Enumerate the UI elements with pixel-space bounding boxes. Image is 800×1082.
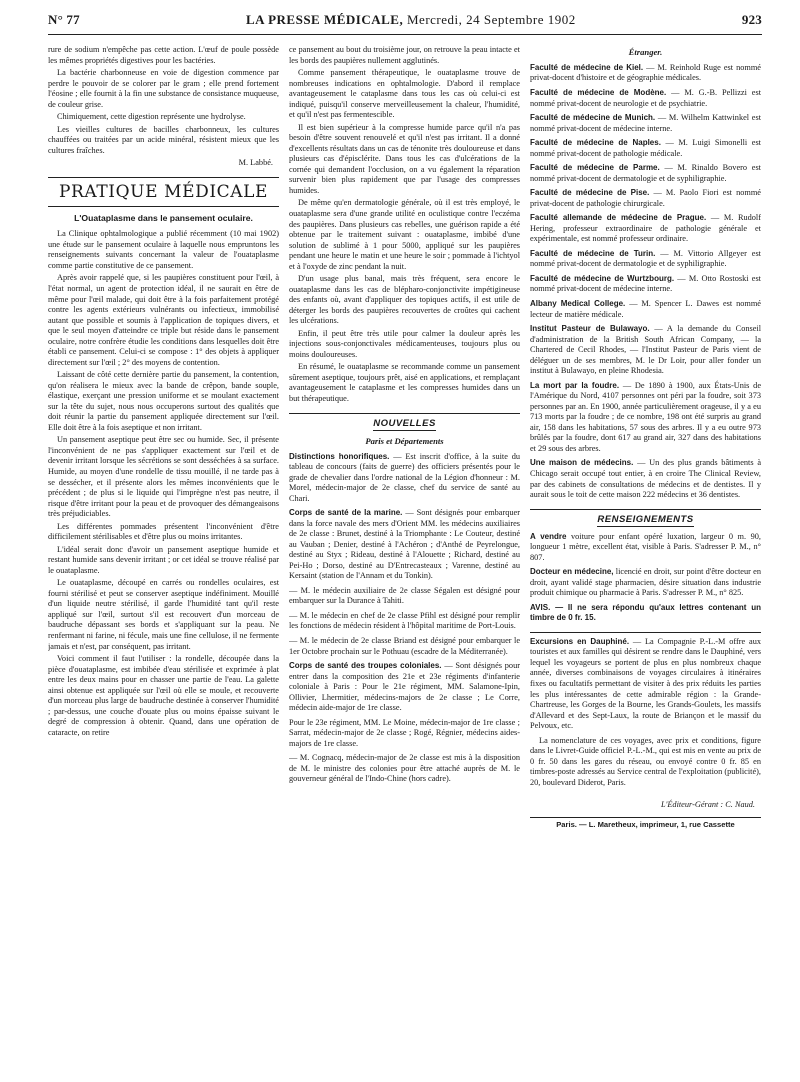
paragraph: Comme pansement thérapeutique, le ouataplasme trouve de nombreuses indications en ophtalmologie. D'abord il remplace avantageusement le cataplasme dans tous les cas où celui-ci est indiqué, puisqu'il conserve merveilleusement la chaleur, l'humidité, et qu'il n'est pas fermentescible. <box>289 68 520 120</box>
list-item <box>530 188 761 209</box>
page-header <box>48 12 762 35</box>
list-item <box>289 611 520 632</box>
signature: M. Labbé. <box>238 158 273 168</box>
divider <box>48 177 279 178</box>
excursions-entry <box>530 637 761 732</box>
divider <box>289 413 520 414</box>
paragraph: Il est bien supérieur à la compresse humide parce qu'il n'a pas besoin d'être souvent renouvelé et qu'il n'est pas irritant. Il a donné d'excellents résultats dans un cas de ténonite très douloureuse et dans plusieurs cas d'épisclérite. Dans tous les cas d'ulcérations de la cornée qui demandent l'occlusion, on a vu également la réparation survenir bien plus rapidement que par l'usage des compresses humides. <box>289 122 520 195</box>
paragraph: Après avoir rappelé que, si les paupières constituent pour l'œil, à l'état normal, un agent de protection idéal, il ne saurait en être de même pour l'œil malade, qui doit être à la fois parfaitement protégé contre les agents extérieurs vulnérants ou infectieux, immobilisé autant que possible et soumis à l'application de topiques divers, et que le seul moyen d'atteindre ce triple but réside dans le pansement oculaire, notre confrère étudie les conditions dans lesquelles doit être établi ce pansement. Celui-ci se compose : 1° des objets à appliquer directement sur l'œil ; 2° des moyens de contention. <box>48 273 279 367</box>
entry-text: — M. le médecin en chef de 2e classe Pfihl est désigné pour remplir les fonctions de médecin résident à l'hôpital maritime de Port-Louis. <box>289 610 520 631</box>
paragraph: La bactérie charbonneuse en voie de digestion commence par perdre le pouvoir de se colorer par le gram ; elle prend fortement l'éosine ; elle fournit à la fin une substance de consistance muqueuse, de couleur grise. <box>48 68 279 109</box>
entry-label: A vendre <box>530 531 567 541</box>
paragraph: Enfin, il peut être très utile pour calmer la douleur après les injections sous-conjonctivales médicamenteuses, toujours plus ou moins douloureuses. <box>289 328 520 359</box>
entry-text: — M. le médecin auxiliaire de 2e classe Ségalen est désigné pour embarquer sur la Durance à Tahiti. <box>289 585 520 606</box>
list-item <box>530 458 761 500</box>
list-item <box>530 63 761 84</box>
column-3 <box>530 45 761 1075</box>
divider <box>530 632 761 633</box>
list-item <box>289 452 520 505</box>
list-item <box>530 113 761 134</box>
entry-text: licencié en droit, sur point d'être docteur en droit, ayant validé stage pharmacien, désire situation dans industrie produit chimique ou pharmacie à Paris. S'adresser P. M., n° 825. <box>530 567 761 598</box>
entry-label: Faculté de médecine de Munich. <box>530 113 656 123</box>
nouvelles-heading-text: NOUVELLES <box>373 417 436 429</box>
entry-label: Faculté de médecine de Kiel. <box>530 62 644 72</box>
paragraph: Un pansement aseptique peut être sec ou humide. Sec, il présente l'inconvénient de ne pas s'appliquer exactement sur l'œil et de devenir irritant lorsque les sécrétions se sont desséchées à sa surface. Humide, au moyen d'une rondelle de tissu mouillé, il ne tarde pas à se dessécher, et il présente alors les mêmes inconvénients que le précédent ; de plus si le liquide qui l'imprègne n'est pas neutre, il risque d'être irritant pour la peau et de provoquer des démangeaisons très préjudiciables. <box>48 435 279 519</box>
list-item <box>289 636 520 657</box>
renseignements-heading <box>530 514 761 526</box>
list-item <box>289 661 520 714</box>
entry-label: Faculté de médecine de Pise. <box>530 188 650 198</box>
page-number-left: N° 77 <box>48 12 80 27</box>
entry-text: — M. Paolo Fiori est nommé privat-docent de pathologie chirurgicale. <box>530 188 761 208</box>
list-item <box>530 532 761 564</box>
list-item <box>289 586 520 607</box>
entry-text: — La Compagnie P.-L.-M offre aux touristes et aux familles qui désirent se rendre dans le Dauphiné, vers lequel les voyageurs se portent de plus en plus nombreux chaque année, diverses combinaisons de voyages circulaires à itinéraires fixes ou facultatifs permettant de visiter à des prix réduits les parties les plus intéressantes de cette admirable région : la Grande-Chartreuse, les Gorges de la Bourne, les Grands-Goulets, les massifs d'Allevard et des Sept-Laux, la route de Briançon et le massif du Pelvoux, etc. <box>530 636 761 731</box>
entry-label: Institut Pasteur de Bulawayo. <box>530 324 650 334</box>
printer-line: Paris. — L. Maretheux, imprimeur, 1, rue Cassette <box>556 819 735 829</box>
list-item <box>289 508 520 582</box>
entry-label: Faculté de médecine de Turin. <box>530 248 656 258</box>
list-item <box>530 88 761 109</box>
paragraph: La nomenclature de ces voyages, avec prix et conditions, figure dans le Livret-Guide officiel P.-L.-M., qui est mis en vente au prix de 0 fr. 50 dans les gares du réseau, ou envoyé contre 0 fr. 85 en timbres-poste adressés au Service central de l'exploitation (publicité), 20, boulevard Diderot, Paris. <box>530 735 761 787</box>
paragraph: Le ouataplasme, découpé en carrés ou rondelles oculaires, est fourni stérilisé et peut se conserver aseptique indéfiniment. Mouillé d'un liquide neutre stérilisé, il garde l'humidité tant qu'il reste appliqué sur l'œil, surtout s'il est recouvert d'un morceau de baudruche dépassant ses bords et s'appliquant sur la peau. Ne renfermant ni farine, ni fécule, mais une fine cellulose, il ne fermente jamais et n'est, par conséquent, pas irritant. <box>48 578 279 651</box>
list-item <box>530 567 761 599</box>
entry-text: — M. Vittorio Allgeyer est nommé privat-docent de dermatologie et de syphiligraphie. <box>530 248 761 269</box>
entry-text: — A la demande du Conseil d'administration de la British South African Company, — la Chartered de Cecil Rhodes, — l'Institut Pasteur de Paris vient de déléguer un de ses membres, M. le Dr Loir, pour aller fonder un institut à Bulawayo, en pleine Rhodesia. <box>530 324 761 376</box>
issue-date: Mercredi, 24 Septembre 1902 <box>406 12 576 27</box>
page-number-right: 923 <box>741 12 762 27</box>
divider <box>530 817 761 818</box>
entry-label: Faculté de médecine de Parme. <box>530 163 660 173</box>
entry-label: Distinctions honorifiques. <box>289 451 390 461</box>
entry-label: Excursions en Dauphiné. <box>530 636 630 646</box>
list-item <box>530 324 761 377</box>
entry-text: — M. Spencer L. Dawes est nommé lecteur de matière médicale. <box>530 299 761 319</box>
list-item <box>530 138 761 159</box>
entry-label: La mort par la foudre. <box>530 380 620 390</box>
paragraph: rure de sodium n'empêche pas cette action. L'œuf de poule possède les mêmes propriétés digestives pour les bactéries. <box>48 45 279 65</box>
entry-text: — M. Reinhold Ruge est nommé privat-docent d'histoire et de géographie médicales. <box>530 62 761 83</box>
entry-label: Faculté de médecine de Wurtzbourg. <box>530 273 675 283</box>
paragraph: L'idéal serait donc d'avoir un pansement aseptique humide et restant humide sans devenir irritant ; or cet idéal se trouve réalisé par le ouataplasme. <box>48 544 279 575</box>
list-item <box>530 163 761 184</box>
entry-text: — M. Rudolf Hering, professeur extraordinaire de pathologie générale et expérimentale, est nommé professeur ordinaire. <box>530 213 761 244</box>
entry-label: Faculté de médecine de Modène. <box>530 87 667 97</box>
nouvelles-subheading: Paris et Départements <box>365 435 444 446</box>
renseignements-list <box>530 532 761 624</box>
paragraph: Chimiquement, cette digestion représente une hydrolyse. <box>57 112 246 122</box>
etranger-list <box>530 63 761 501</box>
journal-name: LA PRESSE MÉDICALE, <box>246 12 404 27</box>
nouvelles-list <box>289 452 520 785</box>
paragraph: Voici comment il faut l'utiliser : la rondelle, découpée dans la pièce d'ouataplasme, est imbibée d'eau stérilisée et exprimée à plat entre les deux mains pour en chasser une partie de l'eau. La galette ainsi obtenue est appliquée sur l'œil où elle se moule, et recouverte d'un morceau plus large de baudruche destinée à conserver l'humidité ; par-dessus, une couche d'ouate plus ou moins épaisse suivant le degré de compression à obtenir. Quand, dans une opération de cataracte, on retire <box>48 654 279 737</box>
entry-text: — M. Cognacq, médecin-major de 2e classe est mis à la disposition de M. le ministre des colonies pour être attaché auprès de M. le gouverneur général de l'Indo-Chine (hors cadre). <box>289 753 520 784</box>
entry-text: — M. le médecin de 2e classe Briand est désigné pour embarquer le 1er Octobre prochain sur le Pothuau (escadre de la Méditerranée). <box>289 636 520 656</box>
paragraph: D'un usage plus banal, mais très fréquent, sera encore le ouataplasme dans les cas de blépharo-conjonctivite impétigineuse des enfants où, avant d'appliquer des topiques actifs, il est utile de déterger les bords des paupières recouvertes de croûtes qui cachent les ulcérations. <box>289 274 520 326</box>
entry-label: Albany Medical College. <box>530 299 626 308</box>
list-item <box>530 274 761 295</box>
entry-text: — M. Rinaldo Bovero est nommé privat-docent de dermatologie et de syphiligraphie. <box>530 163 761 183</box>
entry-text: — Sont désignés pour entrer dans la composition des 21e et 23e régiments d'infanterie coloniale à Paris : Pour le 21e régiment, MM. Salamone-Ipin, Ollivier, Lhermitier, médecins-majors de 2e classe ; Le Corre, médecin aide-major de 1re classe. <box>289 661 520 713</box>
paragraph: De même qu'en dermatologie générale, où il est très employé, le ouataplasme sera d'une grande utilité en oculistique contre l'eczéma des paupières. Dans plusieurs cas rebelles, une guérison rapide a été obtenue par le traitement suivant : ouataplasme, imbibé d'une solution de sublimé à 1 pour 5000, appliqué sur les paupières pendant une heure le matin et une heure le soir ; pommade à l'ichtyol et à l'oxyde de zinc pendant la nuit. <box>289 198 520 271</box>
entry-label: Faculté allemande de médecine de Prague. <box>530 213 707 223</box>
paragraph: Les vieilles cultures de bacilles charbonneux, les cultures chauffées ou traitées par un acide minéral, résistent mieux que les cultures fraîches. <box>48 124 279 155</box>
entry-label: Corps de santé de la marine. <box>289 508 403 518</box>
entry-text: — Est inscrit d'office, à la suite du tableau de concours (faits de guerre) des officiers présentés pour le grade de chevalier dans l'ordre national de la Légion d'honneur : M. Morel, médecin-major de 2e classe, chef du service de santé au Chari. <box>289 451 520 503</box>
list-item <box>530 381 761 455</box>
entry-label: Faculté de médecine de Naples. <box>530 138 661 148</box>
paragraph: En résumé, le ouataplasme se recommande comme un pansement sûrement aseptique, toujours prêt, aisé en applications, et remplaçant avantageusement le cataplasme et les compresses humides dans un but thérapeutique. <box>289 362 520 403</box>
entry-text: — Un des plus grands bâtiments à Chicago serait occupé tout entier, à en croire The Clinical Review, par des cabinets de consultations de médecins et de dentistes. Il y aurait sous le toit de cette maison 222 médecins et 36 dentistes. <box>530 458 761 500</box>
entry-text: — M. Otto Rostoski est nommé privat-docent de médecine interne. <box>530 273 761 294</box>
paragraph: ce pansement au bout du troisième jour, on retrouve la peau intacte et les bords des paupières nullement agglutinés. <box>289 45 520 65</box>
article-title: L'Ouataplasme dans le pansement oculaire. <box>74 213 253 224</box>
entry-text: — M. G.-B. Pellizzi est nommé privat-docent de neurologie et de psychiatrie. <box>530 87 761 108</box>
section-title: PRATIQUE MÉDICALE <box>48 182 279 208</box>
entry-text: — M. Wilhelm Kattwinkel est nommé privat-docent de médecine interne. <box>530 113 761 133</box>
entry-text: — M. Luigi Simonelli est nommé privat-docent de pathologie médicale. <box>530 138 761 158</box>
journal-title <box>246 12 576 28</box>
list-item <box>289 718 520 750</box>
list-item <box>530 249 761 270</box>
entry-text: Pour le 23e régiment, MM. Le Moine, médecin-major de 1re classe ; Sarrat, médecin-major de 2e classe ; Rogé, Régnier, médecins aides-majors de 1re classe. <box>289 717 520 748</box>
entry-label: Docteur en médecine, <box>530 567 614 577</box>
entry-label: AVIS. — Il ne sera répondu qu'aux lettres contenant un timbre de 0 fr. 15. <box>530 602 761 623</box>
entry-text: voiture pour enfant opéré luxation, largeur 0 m. 90, longueur 1 mètre, excellent état, visible à Paris. S'adresser P. M., n° 807. <box>530 531 761 562</box>
entry-label: Corps de santé des troupes coloniales. <box>289 661 442 671</box>
paragraph: Laissant de côté cette dernière partie du pansement, la contention, qu'on réalisera le mieux avec la bande de crêpon, bande souple, élastique, exerçant une pression uniforme et se moulant exactement sur la tête du sujet, nous nous occuperons surtout des qualités que doit réunir la partie du pansement appliquée directement sur l'œil. Elle doit être à la fois aseptique et non irritant. <box>48 370 279 432</box>
etranger-heading: Étranger. <box>628 47 663 57</box>
paragraph: Les différentes pommades présentent l'inconvénient d'être difficilement stérilisables et d'être plus ou moins irritantes. <box>48 521 279 542</box>
editor-line: L'Éditeur-Gérant : C. Naud. <box>660 800 755 810</box>
list-item <box>530 299 761 320</box>
column-2 <box>289 45 520 1075</box>
paragraph: La Clinique ophtalmologique a publié récemment (10 mai 1902) une étude sur le pansement oculaire à laquelle nous empruntons les renseignements suivants concernant la valeur de l'ouataplasme comme partie constitutive de ce pansement. <box>48 229 279 270</box>
entry-label: Une maison de médecins. <box>530 458 634 468</box>
columns <box>48 45 762 1075</box>
list-item <box>289 753 520 785</box>
entry-text: — De 1890 à 1900, aux États-Unis de l'Amérique du Nord, 4107 personnes ont péri par la foudre, soit 373 personnes par an. En 1900, année particulièrement orageuse, il y a eu 713 morts par la foudre ; de ce nombre, 198 ont été surpris au grand air, 158 dans les habitations, 57 sous des arbres. Il y a eu outre 973 brûlés par la foudre, dont 617 au grand air, 327 dans des habitations et 29 sous des arbres. <box>530 380 761 453</box>
list-item <box>530 213 761 245</box>
renseignements-heading-text: RENSEIGNEMENTS <box>597 513 694 525</box>
entry-text: — Sont désignés pour embarquer dans la force navale des mers d'Orient MM. les médecins auxiliaires de 2e classe : Brunet, destiné à la Triomphante : Le Couteur, destiné au Vauban ; Denier, destiné à l'Achéron ; d'Anthé de Peyrelongue, destiné au Styx ; Rideau, destiné à l'Alouette ; Richard, destiné au Pei-Ho ; Dorso, destiné au D'Entrecasteaux ; Varenne, destiné au Kersaint (station de l'Annam et du Tonkin). <box>289 508 520 581</box>
nouvelles-heading <box>289 418 520 430</box>
column-1 <box>48 45 279 1075</box>
divider <box>530 509 761 510</box>
list-item <box>530 603 761 624</box>
